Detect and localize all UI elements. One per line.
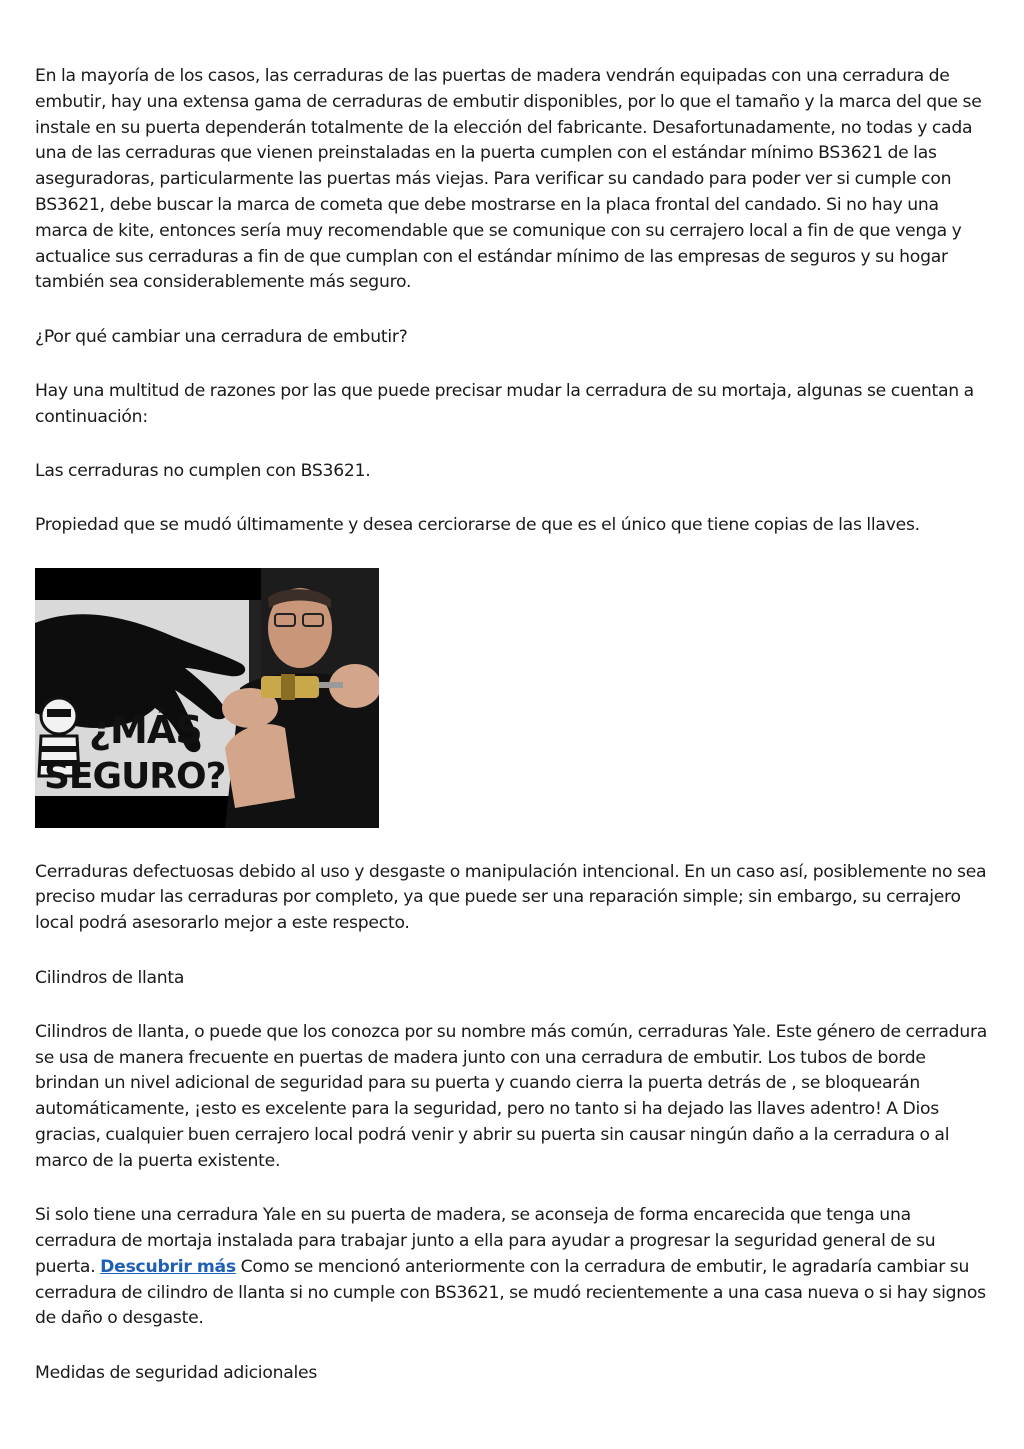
- lock-key: [319, 682, 343, 688]
- lock-video-thumbnail: [35, 568, 379, 828]
- paragraph-reasons-intro: Hay una multitud de razones por las que puede precisar mudar la cerradura de su mortaja, algunas se cuentan a continuación:: [35, 380, 974, 427]
- paragraph-rim-cylinders: Cilindros de llanta, o puede que los conozca por su nombre más común, cerraduras Yale. Este género de cerradura se usa de manera frecuente en puertas de madera junto con una cerradura de embutir. Los tubos de borde brindan un nivel adicional de seguridad para su puerta y cuando cierra la puerta detrás de , se bloquearán automáticamente, ¡esto es excelente para la seguridad, pero no tanto si ha dejado las llaves adentro! A Dios gracias, cualquier buen cerrajero local podrá venir y abrir su puerta sin causar ningún daño a la cerradura o al marco de la puerta existente.: [35, 1021, 988, 1171]
- thief-mask-icon: [47, 709, 71, 717]
- thumbnail-title-line2: SEGURO?: [44, 755, 226, 797]
- paragraph-why-change-heading: ¿Por qué cambiar una cerradura de embutir?: [35, 326, 408, 347]
- thumbnail-title-line1: ¿MÁS: [89, 707, 202, 752]
- paragraph-rim-cylinders-heading: Cilindros de llanta: [35, 967, 185, 988]
- discover-more-link[interactable]: Descubrir más: [100, 1256, 236, 1277]
- document-body: [35, 64, 993, 1415]
- paragraph-reason-moved: Propiedad que se mudó últimamente y desea cerciorarse de que es el único que tiene copias de las llaves.: [35, 515, 920, 536]
- lock-cam: [281, 674, 295, 700]
- paragraph-extra-security-heading: Medidas de seguridad adicionales: [35, 1362, 318, 1383]
- paragraph-yale-advice: [35, 1203, 993, 1332]
- thief-stripe-1: [40, 746, 78, 752]
- person-lower-hand: [225, 724, 295, 808]
- paragraph-mortise-locks: En la mayoría de los casos, las cerraduras de las puertas de madera vendrán equipadas con una cerradura de embutir, hay una extensa gama de cerraduras de embutir disponibles, por lo que el tamaño y la marca del que se instale en su puerta dependerán totalmente de la elección del fabricante. Desafortunadamente, no todas y cada una de las cerraduras que vienen preinstaladas en la puerta cumplen con el estándar mínimo BS3621 de las aseguradoras, particularmente las puertas más viejas. Para verificar su candado para poder ver si cumple con BS3621, debe buscar la marca de cometa que debe mostrarse en la placa frontal del candado. Si no hay una marca de kite, entonces sería muy recomendable que se comunique con su cerrajero local a fin de que venga y actualice sus cerraduras a fin de que cumplan con el estándar mínimo de las empresas de seguros y su hogar también sea considerablemente más seguro.: [35, 66, 982, 293]
- paragraph-yale-advice-before: Si solo tiene una cerradura Yale en su puerta de madera, se aconseja de forma encarecida que tenga una cerradura de mortaja instalada para trabajar junto a ella para ayudar a progresar la seguridad general de su puerta.: [35, 1205, 936, 1277]
- paragraph-yale-advice-after: Como se mencionó anteriormente con la cerradura de embutir, le agradaría cambiar su cerradura de cilindro de llanta si no cumple con BS3621, se mudó recientemente a una casa nueva o si hay signos de daño o desgaste.: [35, 1256, 986, 1329]
- paragraph-reason-defective: Cerraduras defectuosas debido al uso y desgaste o manipulación intencional. En un caso así, posiblemente no sea preciso mudar las cerraduras por completo, ya que puede ser una reparación simple; sin embargo, su cerrajero local podrá asesorarlo mejor a este respecto.: [35, 861, 987, 934]
- paragraph-reason-bs3621: Las cerraduras no cumplen con BS3621.: [35, 461, 371, 482]
